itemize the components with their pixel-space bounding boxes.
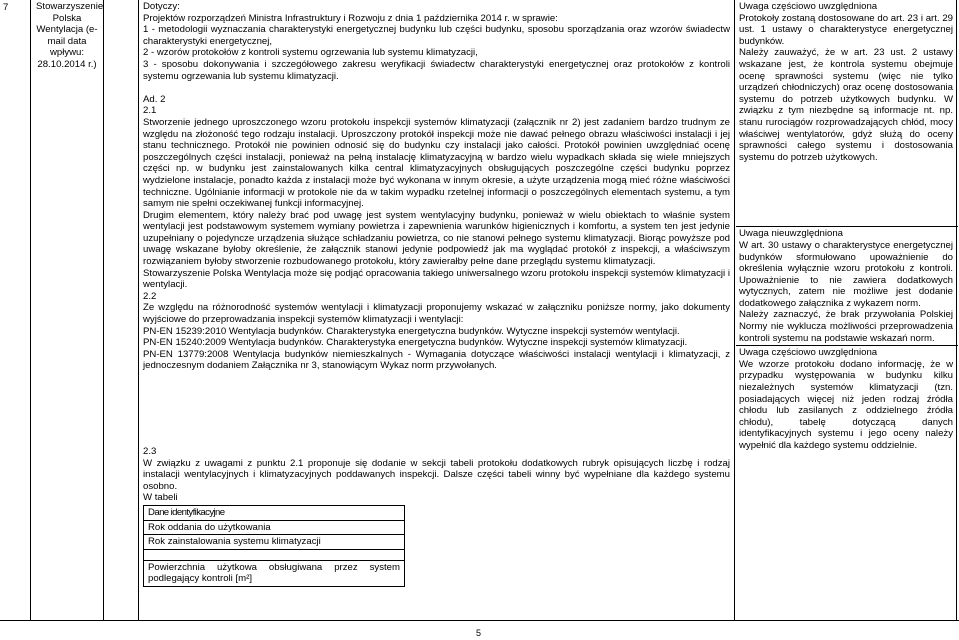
header-line: 1 - metodologii wyznaczania charakterystyki energetycznej budynku lub części budynku, sposobu sporządzania oraz wzorów świadectw charakterystyki energetycznej, xyxy=(143,24,730,47)
section-2-2-paragraph: Ze względu na różnorodność systemów wentylacji i klimatyzacji proponujemy wskazać w załączniku poniższe normy, jako dokumenty wyjściowe do przeprowadzania inspekcji systemów klimatyzacji i wentylacji: xyxy=(143,302,730,326)
section-2-2-title: 2.2 xyxy=(143,290,157,302)
proposed-table-cell: Rok oddania do użytkowania xyxy=(144,520,405,535)
proposed-table xyxy=(143,505,405,587)
column-divider xyxy=(956,0,957,621)
proposed-table-cell: Dane identyfikacyjne xyxy=(144,505,405,520)
norm-item: PN-EN 15240:2009 Wentylacja budynków. Charakterystyka energetyczna budynków. Wytyczne inspekcji systemów klimatyzacji. xyxy=(143,337,688,349)
column-divider xyxy=(30,0,31,621)
response-block xyxy=(739,1,953,163)
row-number: 7 xyxy=(3,2,9,13)
norm-item: PN-EN 15239:2010 Wentylacja budynków. Charakterystyka energetyczna budynków. Wytyczne inspekcji systemów wentylacji. xyxy=(143,325,680,337)
section-2-3-title: 2.3 xyxy=(143,446,157,457)
proposed-table-cell: Rok zainstalowania systemu klimatyzacji xyxy=(144,535,405,550)
header-line: Projektów rozporządzeń Ministra Infrastruktury i Rozwoju z dnia 1 października 2014 r. w sprawie: xyxy=(143,12,558,24)
column-divider xyxy=(734,0,735,621)
section-2-1-paragraph: Drugim elementem, który należy brać pod uwagę jest system wentylacyjny budynku, ponieważ w wielu obiektach to właśnie system wentylacji jest podstawowym systemem wymiany powietrza i zapewnienia warunków higienicznych i komfortu, a system ten jest jedynie uzupełniany o pojedyncze urządzenia służące schładzaniu powietrza, co nie stanowi pełnego systemu klimatyzacji. Biorąc powyższe pod uwagę wskazane byłoby określenie, że załącznik stanowi jedynie podpowiedź jak ma wyglądać protokół z inspekcji, a właściwszym rozwiązaniem byłoby stworzenie rozbudowanego protokołu, który zawierałby pełne dane przeglądu systemu klimatyzacji. xyxy=(143,209,730,268)
row-bottom-border xyxy=(0,620,959,621)
response-block xyxy=(739,228,953,344)
column-divider xyxy=(138,0,139,621)
header-line: 3 - sposobu dokonywania i szczegółowego zakresu weryfikacji świadectw charakterystyki energetycznej oraz protokołów z kontroli systemu ogrzewania lub systemu klimatyzacji. xyxy=(143,58,730,82)
section-2-1-paragraph: Stowarzyszenie Polska Wentylacja może się podjąć opracowania takiego uniwersalnego wzoru protokołu inspekcji systemów klimatyzacji i wentylacji. xyxy=(143,267,730,291)
norm-item: PN-EN 13779:2008 Wentylacja budynków niemieszkalnych - Wymagania dotyczące właściwości instalacji wentylacji i klimatyzacji, z jednoczesnym dodaniem Załącznika nr 3, stanowiącym Wykaz norm przywołanych. xyxy=(143,348,730,372)
proposed-table-cell xyxy=(144,549,405,560)
section-2-1-paragraph: Stworzenie jednego uproszczonego wzoru protokołu inspekcji systemów klimatyzacji (załącznik nr 2) jest zadaniem bardzo trudnym ze względu na złożoność tego rodzaju instalacji. Uproszczony protokół inspekcji może nie dawać pełnego obrazu właściwości instalacji i jej stanu technicznego. Protokół nie powinien odnosić się do budynku czy instalacji jako całości. Protokół powinien uwzględniać ocenę poszczególnych części instalacji, ponieważ na pełną instalację klimatyzacyjną w bardzo wielu wypadkach składa się wiele mniejszych części np. w budynku jest zainstalowanych kilka central klimatyzacyjnych obsługujących poszczególne części budynku poprzez wydzielone instalacje, ponadto każda z instalacji może być wykonana w innym okresie, a użyte urządzenia mogą mieć różne właściwości techniczne. Ugólnianie informacji w protokole nie da w takim wypadku rzetelnej informacji o poszczególnych elementach systemu, a tym samym nie spełni oczekiwanej funkcji informacyjnej. xyxy=(143,116,730,210)
response-text: W art. 30 ustawy o charakterystyce energetycznej budynków sformułowano upoważnienie do określenia wyłącznie wzoru protokołu z kontroli. Upoważnienie to nie zawiera dodatkowych wytycznych, zatem nie możliwe jest dodanie dodatkowego załącznika z wykazem norm. Należy zaznaczyć, że brak przywołania Polskiej Normy nie wyklucza możliwości przeprowadzenia kontroli systemu na podstawie wskazań norm. xyxy=(739,239,953,344)
response-block xyxy=(739,347,953,451)
response-status: Uwaga częściowo uwzględniona xyxy=(739,347,878,359)
column-divider xyxy=(103,0,104,621)
row-author: Stowarzyszenie Polska Wentylacja (e-mail data wpływu: 28.10.2014 r.) xyxy=(36,1,104,70)
section-2-3-paragraph: W związku z uwagami z punktu 2.1 proponuje się dodanie w sekcji tabeli protokołu dodatkowych rubryk opisujących liczbę i rodzaj instalacji wentylacyjnych i klimatyzacyjnych poddawanych inspekcji. Dalsze części tabeli winny być wypełniane dla każdego systemu osobno. xyxy=(143,457,730,492)
response-divider xyxy=(736,345,958,346)
response-status: Uwaga częściowo uwzględniona xyxy=(739,1,878,12)
header-line: Dotyczy: xyxy=(143,1,180,12)
response-text: Protokoły zostaną dostosowane do art. 23 i art. 29 ust. 1 ustawy o charakterystyce energetycznej budynków. Należy zauważyć, że w art. 23 ust. 2 ustawy wskazane jest, że kontrola systemu obejmuje ocenę sprawności systemu (więc nie tylko urządzeń chłodniczych) oraz ocenę dostosowania systemu do potrzeb użytkowych budynku. W związku z tym niezbędne są informacje nt. np. stanu rurociągów rozprowadzających chłód, mocy właściwej wentylatorów, gdyż służą do oceny sprawności całego systemu i dostosowania systemu do potrzeb użytkowych. xyxy=(739,12,953,163)
header-line: 2 - wzorów protokołów z kontroli systemu ogrzewania lub systemu klimatyzacji, xyxy=(143,47,478,59)
response-column xyxy=(737,0,953,452)
page-number: 5 xyxy=(476,628,482,638)
w-tabeli-label: W tabeli xyxy=(143,492,178,504)
section-ad: Ad. 2 xyxy=(143,93,166,105)
proposed-table-cell: Powierzchnia użytkowa obsługiwana przez system podlegający kontroli [m²] xyxy=(144,560,405,586)
comment-content xyxy=(141,0,732,587)
section-2-1-title: 2.1 xyxy=(143,105,157,117)
response-divider xyxy=(736,226,958,227)
response-status: Uwaga nieuwzględniona xyxy=(739,228,844,240)
response-text: We wzorze protokołu dodano informację, że w przypadku występowania w budynku kilku niezależnych systemów klimatyzacji (tzn. posiadających więcej niż jeden rodzaj źródła chłodu lub zasilanych z oddzielnego źródła chłodu), tabelę dotyczącą danych identyfikacyjnych systemu i jego oceny należy wypełnić dla każdego systemu oddzielnie. xyxy=(739,358,953,451)
